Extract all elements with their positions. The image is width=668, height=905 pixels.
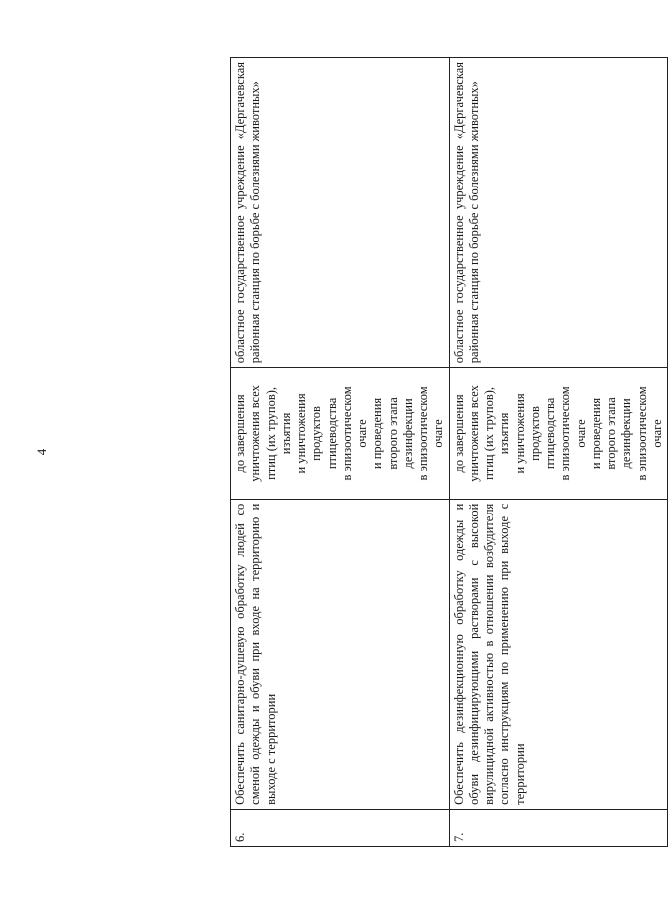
term-line: дезинфекции — [400, 398, 415, 469]
page-number: 4 — [34, 448, 49, 456]
term-line: очаге — [649, 419, 664, 448]
term-line: и проведения — [370, 397, 385, 470]
term-line: изъятия — [497, 412, 512, 455]
term-line: второго этапа — [604, 397, 618, 470]
term-line: очаге — [573, 419, 588, 448]
term-line: в эпизоотическом — [558, 386, 573, 481]
term-line: и проведения — [588, 397, 603, 470]
row-term — [449, 368, 668, 500]
term-line: второго этапа — [385, 397, 400, 470]
document-sheet — [230, 57, 664, 847]
term-line: изъятия — [278, 412, 293, 455]
term-line: в эпизоотическом — [634, 386, 649, 481]
term-line: до завершения — [451, 394, 466, 473]
term-line: до завершения — [233, 394, 247, 473]
term-line: в эпизоотическом — [416, 386, 430, 481]
table-row — [449, 58, 668, 847]
term-line: продуктов — [527, 406, 542, 461]
term-line: птицеводства — [324, 397, 339, 470]
term-line: уничтожения всех — [248, 385, 263, 482]
term-line: уничтожения всех — [466, 385, 481, 482]
term-line: птицеводства — [543, 397, 557, 470]
measures-table — [230, 57, 668, 847]
term-line: очаге — [355, 419, 369, 448]
term-line: в эпизоотическом — [339, 386, 354, 481]
term-line: продуктов — [309, 406, 324, 461]
term-line: дезинфекции — [619, 398, 634, 469]
row-action: Обеспечить санитарно-душевую обработку людей со сменой одежды и обуви при входе на территорию и выходе с территории — [231, 499, 450, 809]
row-responsible: областное государственное учреждение «Дергачевская районная станция по борьбе с болезнями животных» — [231, 58, 450, 368]
row-term — [231, 368, 450, 500]
row-responsible: областное государственное учреждение «Дергачевская районная станция по борьбе с болезнями животных» — [449, 58, 668, 368]
term-line: птиц (их трупов), — [263, 386, 278, 480]
row-action: Обеспечить дезинфекционную обработку одежды и обуви дезинфицирующими растворами с высокой вирулицидной активностью в отношении возбудителя согласно инструкциям по применению при выходе с территории — [449, 499, 668, 809]
row-number: 6. — [231, 809, 450, 846]
term-line: птиц (их трупов), — [482, 386, 496, 480]
term-line: и уничтожения — [294, 393, 308, 474]
term-line: и уничтожения — [512, 393, 527, 474]
term-line: очаге — [431, 419, 446, 448]
row-number: 7. — [449, 809, 668, 846]
table-row — [231, 58, 450, 847]
